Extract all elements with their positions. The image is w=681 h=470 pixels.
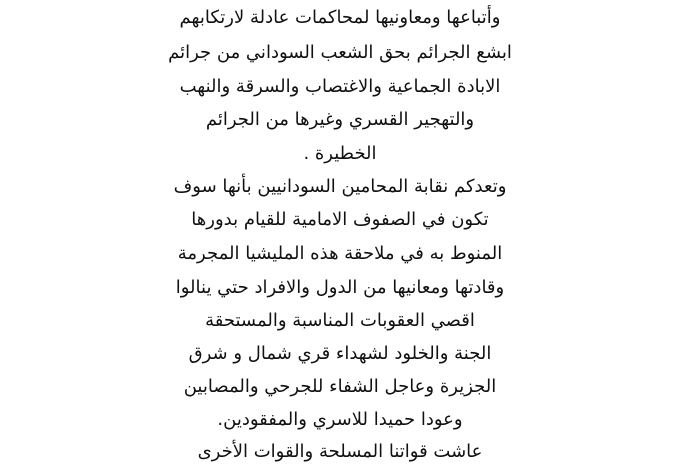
text-line-10: اقصي العقوبات المناسبة والمستحقة xyxy=(205,310,475,331)
text-line-14: عاشت قواتنا المسلحة والقوات الأخرى xyxy=(197,441,483,462)
text-line-11: الجنة والخلود لشهداء قري شمال و شرق xyxy=(188,343,492,364)
text-line-1: وأتباعها ومعاونيها لمحاكمات عادلة لارتكابهم xyxy=(179,7,501,28)
text-line-7: تكون في الصفوف الامامية للقيام بدورها xyxy=(191,209,489,230)
text-line-2: ابشع الجرائم بحق الشعب السوداني من جرائم xyxy=(168,42,512,63)
text-line-9: وقادتها ومعانيها من الدول والافراد حتي ينالوا xyxy=(175,277,505,298)
text-line-13: وعودا حميدا للاسري والمفقودين. xyxy=(217,409,463,430)
text-line-4: والتهجير القسري وغيرها من الجرائم xyxy=(205,109,475,130)
text-line-6: وتعدكم نقابة المحامين السودانيين بأنها سوف xyxy=(173,176,507,197)
text-line-5: الخطيرة . xyxy=(303,143,377,164)
text-line-8: المنوط به في ملاحقة هذه المليشيا المجرمة xyxy=(177,243,503,264)
text-line-12: الجزيرة وعاجل الشفاء للجرحي والمصابين xyxy=(183,376,497,397)
text-line-3: الابادة الجماعية والاغتصاب والسرقة والنهب xyxy=(179,76,501,97)
